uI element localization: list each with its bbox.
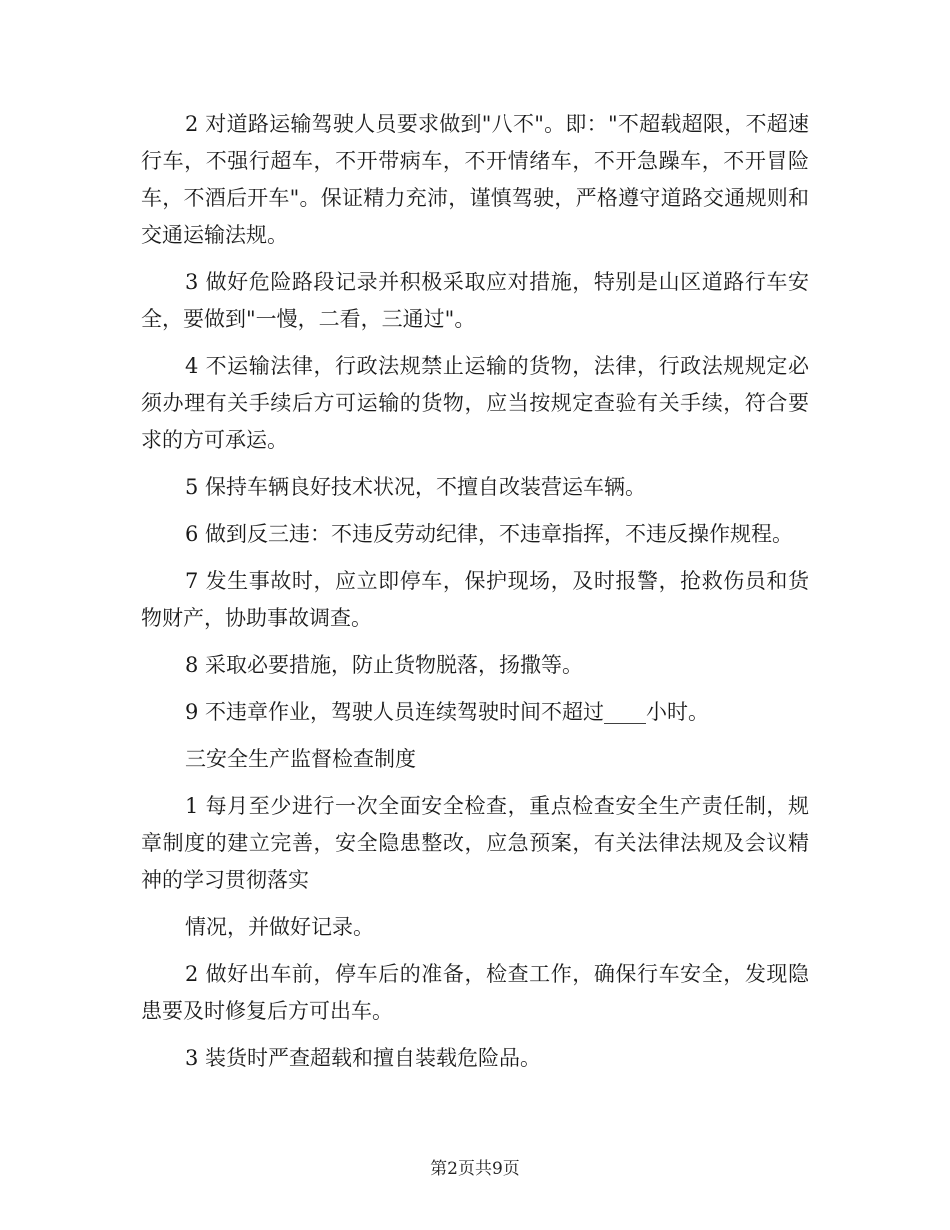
paragraph-4: 5 保持车辆良好技术状况，不擅自改装营运车辆。 — [185, 475, 647, 499]
paragraph-8: 9 不违章作业，驾驶人员连续驾驶时间不超过____小时。 — [185, 700, 710, 724]
paragraph-5: 6 做到反三违：不违反劳动纪律，不违章指挥，不违反操作规程。 — [185, 522, 794, 546]
section-heading: 三安全生产监督检查制度 — [185, 747, 416, 771]
document-body — [141, 106, 809, 1087]
paragraph-10: 情况，并做好记录。 — [185, 915, 374, 939]
page-number-footer: 第2页共9页 — [430, 1159, 520, 1179]
paragraph-6: 7 发生事故时，应立即停车，保护现场，及时报警，抢救伤员和货物财产，协助事故调查。 — [141, 569, 809, 630]
paragraph-2: 3 做好危险路段记录并积极采取应对措施，特别是山区道路行车安全，要做到"一慢，二看，三通过"。 — [141, 270, 809, 331]
paragraph-12: 3 装货时严查超载和擅自装载危险品。 — [185, 1046, 542, 1070]
paragraph-7: 8 采取必要措施，防止货物脱落，扬撒等。 — [185, 653, 584, 677]
paragraph-1: 2 对道路运输驾驶人员要求做到"八不"。即："不超载超限，不超速行车，不强行超车，不开带病车，不开情绪车，不开急躁车，不开冒险车，不酒后开车"。保证精力充沛，谨慎驾驶，严格遵守道路交通规则和交通运输法规。 — [141, 112, 809, 247]
paragraph-3: 4 不运输法律，行政法规禁止运输的货物，法律，行政法规规定必须办理有关手续后方可运输的货物，应当按规定查验有关手续，符合要求的方可承运。 — [141, 354, 809, 452]
paragraph-11: 2 做好出车前，停车后的准备，检查工作，确保行车安全，发现隐患要及时修复后方可出车。 — [141, 962, 809, 1023]
paragraph-9: 1 每月至少进行一次全面安全检查，重点检查安全生产责任制，规章制度的建立完善，安全隐患整改，应急预案，有关法律法规及会议精神的学习贯彻落实 — [141, 794, 809, 892]
